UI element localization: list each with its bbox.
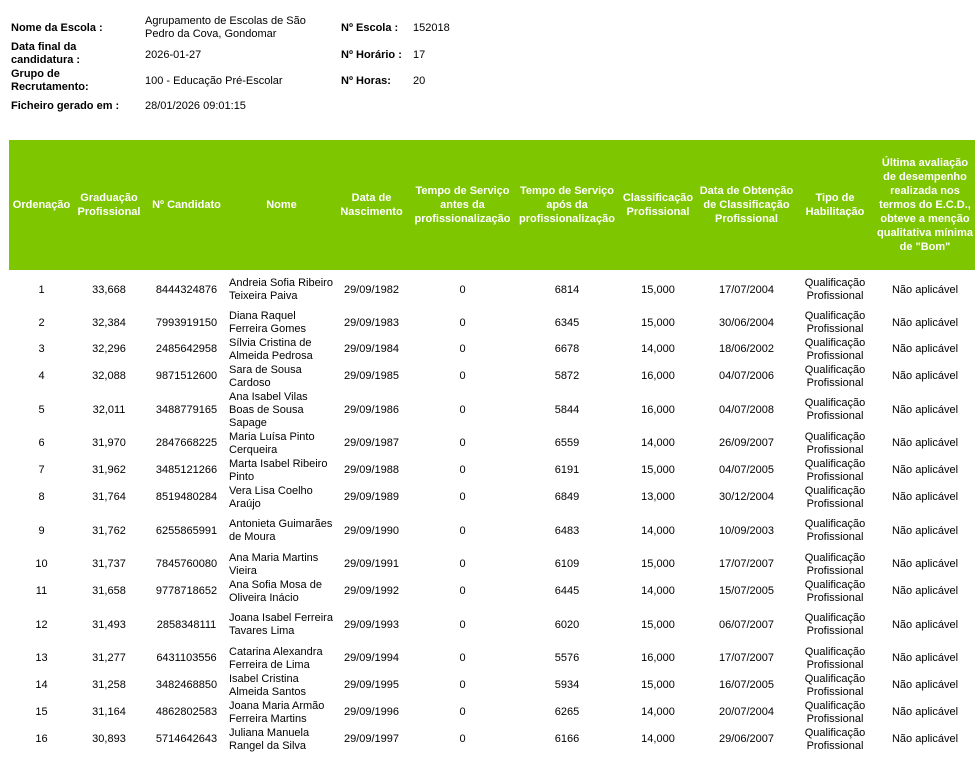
table-row	[9, 457, 975, 484]
birth-date-cell: 29/09/1995	[343, 679, 400, 691]
table-row	[9, 336, 975, 363]
order-cell: 6	[38, 437, 45, 449]
classification-date-cell: 04/07/2005	[718, 464, 775, 476]
birth-date-cell: 29/09/1991	[343, 558, 400, 570]
classification-cell: 15,000	[641, 618, 675, 631]
service-before-cell: 0	[459, 558, 466, 570]
graduation-cell: 32,384	[92, 316, 126, 329]
graduation-cell: 31,258	[92, 679, 126, 691]
qualification-type-cell: Qualificação Profissional	[804, 457, 866, 483]
table-row	[9, 363, 975, 390]
column-header-evaluation[interactable]: Última avaliação de desempenho realizada nos termos do E.C.D., obteve a menção qualitativa mínima de "Bom"	[875, 140, 975, 270]
graduation-cell: 31,762	[92, 524, 126, 537]
table-row	[9, 699, 975, 726]
classification-date-cell: 26/09/2007	[718, 437, 775, 449]
table-row	[9, 484, 975, 511]
name-cell: Antonieta Guimarães de Moura	[229, 518, 333, 543]
generated-value: 28/01/2026 09:01:15	[145, 100, 246, 112]
service-after-cell: 5576	[554, 652, 580, 664]
graduation-cell: 31,962	[92, 464, 126, 476]
service-after-cell: 6483	[554, 524, 580, 537]
service-before-cell: 0	[459, 585, 466, 597]
evaluation-cell: Não aplicável	[891, 491, 959, 503]
recruitment-group-label: Grupo de Recrutamento:	[11, 68, 89, 93]
graduation-cell: 31,164	[92, 706, 126, 718]
classification-cell: 15,000	[641, 558, 675, 570]
classification-cell: 13,000	[641, 491, 675, 503]
qualification-type-cell: Qualificação Profissional	[804, 672, 866, 698]
birth-date-cell: 29/09/1993	[343, 618, 400, 631]
order-cell: 8	[38, 491, 45, 503]
evaluation-cell: Não aplicável	[891, 403, 959, 416]
table-body	[9, 270, 975, 753]
name-cell: Marta Isabel Ribeiro Pinto	[229, 457, 328, 483]
service-after-cell: 6678	[554, 343, 580, 355]
classification-date-cell: 10/09/2003	[718, 524, 775, 537]
name-cell: Maria Luísa Pinto Cerqueira	[229, 430, 315, 456]
graduation-cell: 31,277	[92, 652, 126, 664]
qualification-type-cell: Qualificação Profissional	[804, 310, 866, 335]
recruitment-group-value: 100 - Educação Pré-Escolar	[145, 75, 283, 87]
column-header-order[interactable]: Ordenação	[9, 140, 74, 270]
candidate-number-cell: 8444324876	[155, 283, 218, 296]
evaluation-cell: Não aplicável	[891, 370, 959, 382]
classification-date-cell: 30/12/2004	[718, 491, 775, 503]
classification-date-cell: 30/06/2004	[718, 316, 775, 329]
table-row	[9, 605, 975, 645]
hours-label: Nº Horas:	[341, 75, 391, 87]
birth-date-cell: 29/09/1989	[343, 491, 400, 503]
schedule-number-value: 17	[413, 49, 426, 61]
table-row	[9, 645, 975, 672]
service-after-cell: 5844	[554, 403, 580, 416]
generated-label: Ficheiro gerado em :	[11, 100, 120, 112]
service-after-cell: 6814	[554, 283, 580, 296]
qualification-type-cell: Qualificação Profissional	[804, 612, 866, 637]
service-before-cell: 0	[459, 464, 466, 476]
classification-cell: 15,000	[641, 464, 675, 476]
column-header-name[interactable]: Nome	[229, 140, 334, 270]
evaluation-cell: Não aplicável	[891, 343, 959, 355]
classification-cell: 14,000	[641, 343, 675, 355]
classification-cell: 16,000	[641, 652, 675, 664]
name-cell: Catarina Alexandra Ferreira de Lima	[229, 645, 323, 671]
graduation-cell: 33,668	[92, 283, 126, 296]
graduation-cell: 32,296	[92, 343, 126, 355]
candidate-number-cell: 9778718652	[155, 585, 218, 597]
order-cell: 14	[35, 679, 48, 691]
service-before-cell: 0	[459, 652, 466, 664]
classification-cell: 14,000	[641, 585, 675, 597]
candidate-number-cell: 2485642958	[155, 343, 218, 355]
table-row	[9, 551, 975, 578]
order-cell: 13	[35, 652, 48, 664]
classification-date-cell: 17/07/2007	[718, 652, 775, 664]
service-before-cell: 0	[459, 679, 466, 691]
deadline-value: 2026-01-27	[145, 49, 202, 61]
birth-date-cell: 29/09/1990	[343, 524, 400, 537]
graduation-cell: 31,764	[92, 491, 126, 503]
service-before-cell: 0	[459, 316, 466, 329]
service-after-cell: 6849	[554, 491, 580, 503]
qualification-type-cell: Qualificação Profissional	[804, 645, 866, 671]
birth-date-cell: 29/09/1982	[343, 283, 400, 296]
name-cell: Ana Maria Martins Vieira	[229, 551, 319, 577]
classification-cell: 14,000	[641, 706, 675, 718]
table-row	[9, 390, 975, 430]
school-name-label: Nome da Escola :	[11, 22, 103, 34]
service-after-cell: 6166	[554, 733, 580, 745]
evaluation-cell: Não aplicável	[891, 558, 959, 570]
service-after-cell: 5872	[554, 370, 580, 382]
classification-cell: 16,000	[641, 370, 675, 382]
candidate-number-cell: 5714642643	[155, 733, 218, 745]
order-cell: 3	[38, 343, 45, 355]
classification-date-cell: 18/06/2002	[718, 343, 775, 355]
order-cell: 10	[35, 558, 48, 570]
service-after-cell: 6020	[554, 618, 580, 631]
school-number-value: 152018	[413, 22, 450, 34]
qualification-type-cell: Qualificação Profissional	[804, 578, 866, 604]
order-cell: 16	[35, 733, 48, 745]
name-cell: Sara de Sousa Cardoso	[229, 363, 302, 389]
evaluation-cell: Não aplicável	[891, 283, 959, 296]
order-cell: 4	[38, 370, 45, 382]
candidates-table	[9, 140, 975, 753]
deadline-label: Data final da candidatura :	[11, 41, 81, 66]
service-before-cell: 0	[459, 618, 466, 631]
evaluation-cell: Não aplicável	[891, 652, 959, 664]
classification-date-cell: 29/06/2007	[718, 733, 775, 745]
service-after-cell: 6191	[554, 464, 580, 476]
table-row	[9, 270, 975, 310]
candidate-number-cell: 6255865991	[155, 524, 218, 537]
graduation-cell: 31,737	[92, 558, 126, 570]
service-before-cell: 0	[459, 491, 466, 503]
classification-date-cell: 20/07/2004	[718, 706, 775, 718]
name-cell: Andreia Sofia Ribeiro Teixeira Paiva	[229, 277, 333, 302]
column-header-qualification-type[interactable]: Tipo de Habilitação	[795, 140, 875, 270]
name-cell: Vera Lisa Coelho Araújo	[229, 484, 313, 510]
table-header-row	[9, 140, 975, 270]
birth-date-cell: 29/09/1996	[343, 706, 400, 718]
column-header-classification-date[interactable]: Data de Obtenção de Classificação Profissional	[698, 140, 795, 270]
classification-cell: 14,000	[641, 524, 675, 537]
service-after-cell: 6345	[554, 316, 580, 329]
candidate-number-cell: 4862802583	[155, 706, 218, 718]
qualification-type-cell: Qualificação Profissional	[804, 551, 866, 577]
name-cell: Juliana Manuela Rangel da Silva	[229, 726, 310, 752]
service-after-cell: 5934	[554, 679, 580, 691]
table-row	[9, 511, 975, 551]
order-cell: 12	[35, 618, 48, 631]
service-before-cell: 0	[459, 370, 466, 382]
column-header-service-before[interactable]: Tempo de Serviço antes da profissionalização	[409, 140, 516, 270]
name-cell: Sílvia Cristina de Almeida Pedrosa	[229, 336, 313, 362]
table-row	[9, 578, 975, 605]
service-after-cell: 6265	[554, 706, 580, 718]
name-cell: Isabel Cristina Almeida Santos	[229, 672, 307, 698]
birth-date-cell: 29/09/1986	[343, 403, 400, 416]
graduation-cell: 32,011	[92, 403, 126, 416]
birth-date-cell: 29/09/1984	[343, 343, 400, 355]
classification-date-cell: 17/07/2004	[718, 283, 775, 296]
evaluation-cell: Não aplicável	[891, 524, 959, 537]
candidate-number-cell: 3488779165	[155, 403, 218, 416]
column-header-candidate-number[interactable]: Nº Candidato	[144, 140, 229, 270]
order-cell: 7	[38, 464, 45, 476]
qualification-type-cell: Qualificação Profissional	[804, 518, 866, 543]
evaluation-cell: Não aplicável	[891, 585, 959, 597]
birth-date-cell: 29/09/1987	[343, 437, 400, 449]
classification-date-cell: 15/07/2005	[718, 585, 775, 597]
classification-cell: 16,000	[641, 403, 675, 416]
order-cell: 1	[38, 283, 45, 296]
candidate-number-cell: 7993919150	[155, 316, 218, 329]
order-cell: 15	[35, 706, 48, 718]
graduation-cell: 32,088	[92, 370, 126, 382]
order-cell: 2	[38, 316, 45, 329]
column-header-graduation[interactable]: Graduação Profissional	[74, 140, 144, 270]
table-row	[9, 430, 975, 457]
evaluation-cell: Não aplicável	[891, 679, 959, 691]
graduation-cell: 30,893	[92, 733, 126, 745]
qualification-type-cell: Qualificação Profissional	[804, 336, 866, 362]
classification-cell: 15,000	[641, 283, 675, 296]
evaluation-cell: Não aplicável	[891, 733, 959, 745]
name-cell: Joana Isabel Ferreira Tavares Lima	[229, 612, 333, 637]
candidate-number-cell: 2847668225	[155, 437, 218, 449]
table-row	[9, 672, 975, 699]
graduation-cell: 31,970	[92, 437, 126, 449]
name-cell: Ana Sofia Mosa de Oliveira Inácio	[229, 578, 322, 604]
service-before-cell: 0	[459, 283, 466, 296]
service-before-cell: 0	[459, 524, 466, 537]
service-before-cell: 0	[459, 437, 466, 449]
service-before-cell: 0	[459, 706, 466, 718]
table-row	[9, 310, 975, 336]
graduation-cell: 31,658	[92, 585, 126, 597]
qualification-type-cell: Qualificação Profissional	[804, 363, 866, 389]
qualification-type-cell: Qualificação Profissional	[804, 277, 866, 302]
qualification-type-cell: Qualificação Profissional	[804, 726, 866, 752]
column-header-service-after[interactable]: Tempo de Serviço após da profissionalização	[516, 140, 618, 270]
column-header-classification[interactable]: Classificação Profissional	[618, 140, 698, 270]
school-number-label: Nº Escola :	[341, 22, 399, 34]
service-before-cell: 0	[459, 343, 466, 355]
birth-date-cell: 29/09/1983	[343, 316, 400, 329]
evaluation-cell: Não aplicável	[891, 316, 959, 329]
service-after-cell: 6109	[554, 558, 580, 570]
service-before-cell: 0	[459, 733, 466, 745]
candidate-number-cell: 8519480284	[155, 491, 218, 503]
classification-cell: 14,000	[641, 733, 675, 745]
name-cell: Diana Raquel Ferreira Gomes	[229, 310, 307, 335]
qualification-type-cell: Qualificação Profissional	[804, 430, 866, 456]
schedule-number-label: Nº Horário :	[341, 49, 402, 61]
evaluation-cell: Não aplicável	[891, 618, 959, 631]
order-cell: 5	[38, 403, 45, 416]
qualification-type-cell: Qualificação Profissional	[804, 397, 866, 422]
candidate-number-cell: 3482468850	[155, 679, 218, 691]
order-cell: 9	[38, 524, 45, 537]
candidate-number-cell: 2858348111	[156, 618, 217, 631]
graduation-cell: 31,493	[92, 618, 126, 631]
candidate-number-cell: 9871512600	[155, 370, 218, 382]
table-row	[9, 726, 975, 753]
classification-cell: 14,000	[641, 437, 675, 449]
classification-date-cell: 04/07/2008	[718, 403, 775, 416]
evaluation-cell: Não aplicável	[891, 706, 959, 718]
candidate-number-cell: 7845760080	[155, 558, 218, 570]
name-cell: Joana Maria Armão Ferreira Martins	[229, 699, 325, 725]
qualification-type-cell: Qualificação Profissional	[804, 699, 866, 725]
evaluation-cell: Não aplicável	[891, 464, 959, 476]
evaluation-cell: Não aplicável	[891, 437, 959, 449]
service-after-cell: 6559	[554, 437, 580, 449]
candidate-number-cell: 6431103556	[156, 652, 217, 664]
birth-date-cell: 29/09/1988	[343, 464, 400, 476]
birth-date-cell: 29/09/1994	[343, 652, 400, 664]
classification-date-cell: 17/07/2007	[718, 558, 775, 570]
birth-date-cell: 29/09/1985	[343, 370, 400, 382]
order-cell: 11	[35, 585, 48, 597]
name-cell: Ana Isabel Vilas Boas de Sousa Sapage	[229, 390, 308, 429]
classification-cell: 15,000	[641, 679, 675, 691]
classification-date-cell: 06/07/2007	[718, 618, 775, 631]
classification-cell: 15,000	[641, 316, 675, 329]
hours-value: 20	[413, 75, 426, 87]
candidate-number-cell: 3485121266	[155, 464, 218, 476]
qualification-type-cell: Qualificação Profissional	[804, 484, 866, 510]
classification-date-cell: 04/07/2006	[718, 370, 775, 382]
school-name-value: Agrupamento de Escolas de São Pedro da Cova, Gondomar	[145, 15, 306, 40]
birth-date-cell: 29/09/1992	[343, 585, 400, 597]
service-after-cell: 6445	[554, 585, 580, 597]
column-header-birth-date[interactable]: Data de Nascimento	[334, 140, 409, 270]
service-before-cell: 0	[459, 403, 466, 416]
birth-date-cell: 29/09/1997	[343, 733, 400, 745]
classification-date-cell: 16/07/2005	[718, 679, 775, 691]
